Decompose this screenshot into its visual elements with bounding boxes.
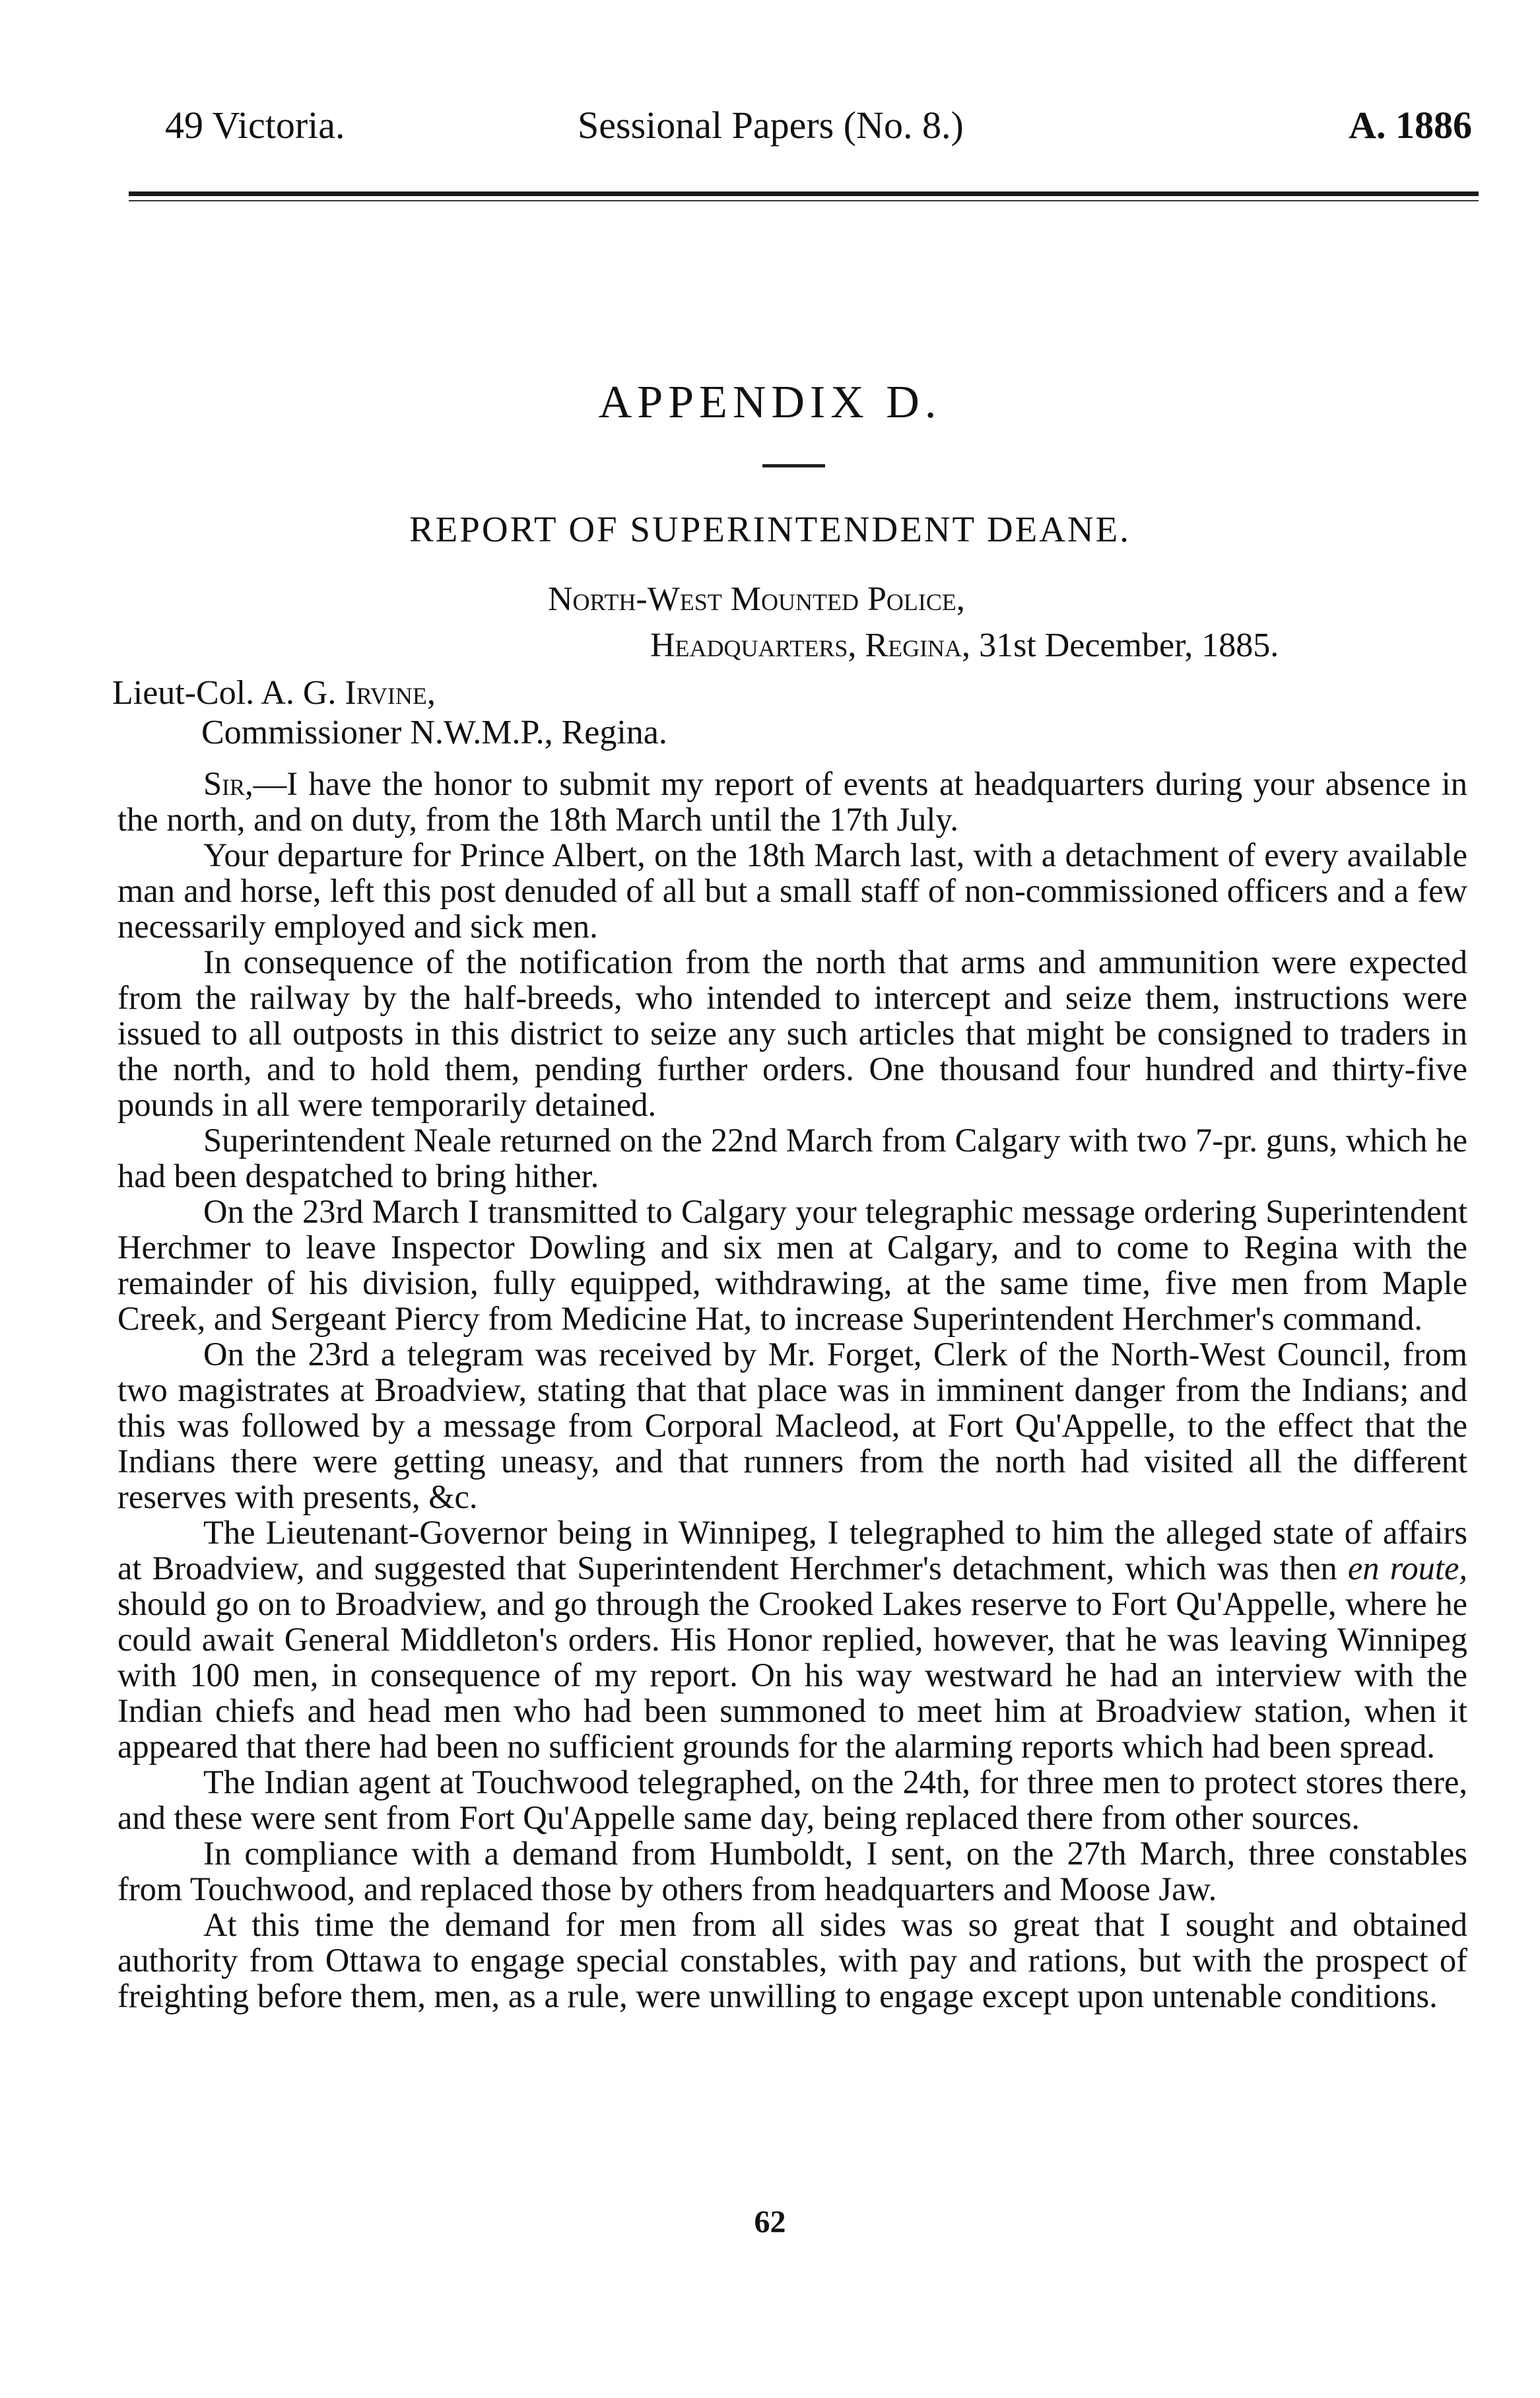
paragraph-1-text: —I have the honor to submit my report of events at headquarters during your absence in the north, and on duty, from the 18th March until the 17th July. (117, 765, 1467, 838)
header-rule-thick (129, 191, 1479, 196)
addressee-line-2: Commissioner N.W.M.P., Regina. (201, 714, 667, 751)
paragraph-1 (117, 766, 1467, 837)
header-rule-thin (129, 200, 1479, 201)
running-header (165, 99, 1472, 152)
header-sessional-papers: Sessional Papers (No. 8.) (578, 104, 964, 147)
letter-body (117, 766, 1467, 2014)
paragraph-7-text-b: should go on to Broadview, and go through the Crooked Lakes reserve to Fort Qu'Appelle, where he could await General Middleton's orders. His Honor replied, however, that he was leaving Winnipeg with 100 men, in consequence of my report. On his way westward he had an interview with the Indian chiefs and head men who had been summoned to meet him at Broadview station, when it appeared that there had been no sufficient grounds for the alarming reports which had been spread. (117, 1585, 1467, 1765)
paragraph-8: The Indian agent at Touchwood telegraphed, on the 24th, for three men to protect stores there, and these were sent from Fort Qu'Appelle same day, being replaced there from other sources. (117, 1764, 1467, 1836)
paragraph-4: Superintendent Neale returned on the 22nd March from Calgary with two 7-pr. guns, which he had been despatched to bring hither. (117, 1122, 1467, 1194)
location-line-1: North-West Mounted Police, (548, 580, 965, 618)
paragraph-2: Your departure for Prince Albert, on the 18th March last, with a detachment of every available man and horse, left this post denuded of all but a small staff of non-commissioned officers and a few necessarily employed and sick men. (117, 837, 1467, 945)
appendix-title: APPENDIX D. (598, 377, 942, 428)
page-number: 62 (754, 2205, 786, 2240)
addressee-prefix: Lieut-Col. A. G. (112, 674, 337, 712)
addressee-name: Irvine, (345, 674, 436, 712)
paragraph-3: In consequence of the notification from the north that arms and ammunition were expected from the railway by the half-breeds, who intended to intercept and seize them, instructions were issued to all outposts in this district to seize any such articles that might be consigned to traders in the north, and to hold them, pending further orders. One thousand four hundred and thirty-five pounds in all were temporarily detained. (117, 943, 1467, 1123)
location-place: Headquarters, Regina, (650, 627, 971, 664)
paragraph-10: At this time the demand for men from all sides was so great that I sought and obtained authority from Ottawa to engage special constables, with pay and rations, but with the prospect of freighting before them, men, as a rule, were unwilling to engage except upon untenable conditions. (117, 1906, 1467, 2014)
location-date: 31st December, 1885. (979, 627, 1279, 664)
title-divider (762, 464, 825, 467)
paragraph-5: On the 23rd March I transmitted to Calgary your telegraphic message ordering Superintendent Herchmer to leave Inspector Dowling and six men at Calgary, and to come to Regina with the remainder of his division, fully equipped, withdrawing, at the same time, five men from Maple Creek, and Sergeant Piercy from Medicine Hat, to increase Superintendent Herchmer's command. (117, 1193, 1467, 1337)
paragraph-9: In compliance with a demand from Humboldt, I sent, on the 27th March, three constables from Touchwood, and replaced those by others from headquarters and Moose Jaw. (117, 1835, 1467, 1907)
paragraph-7-italic: en route, (1347, 1550, 1468, 1587)
header-year: A. 1886 (1349, 104, 1472, 147)
location-line-2 (650, 626, 1279, 665)
header-volume: 49 Victoria. (165, 104, 345, 147)
paragraph-7 (117, 1515, 1467, 1764)
addressee-line-1 (112, 673, 436, 712)
report-title: REPORT OF SUPERINTENDENT DEANE. (409, 509, 1131, 549)
paragraph-6: On the 23rd a telegram was received by Mr. Forget, Clerk of the North-West Council, from two magistrates at Broadview, stating that that place was in imminent danger from the Indians; and this was followed by a message from Corporal Macleod, at Fort Qu'Appelle, to the effect that the Indians there were getting uneasy, and that runners from the north had visited all the different reserves with presents, &c. (117, 1336, 1467, 1515)
paragraph-7-text-a: The Lieutenant-Governor being in Winnipeg, I telegraphed to him the alleged state of affairs at Broadview, and suggested that Superintendent Herchmer's detachment, which was then (117, 1514, 1467, 1587)
salutation: Sir, (203, 765, 253, 802)
